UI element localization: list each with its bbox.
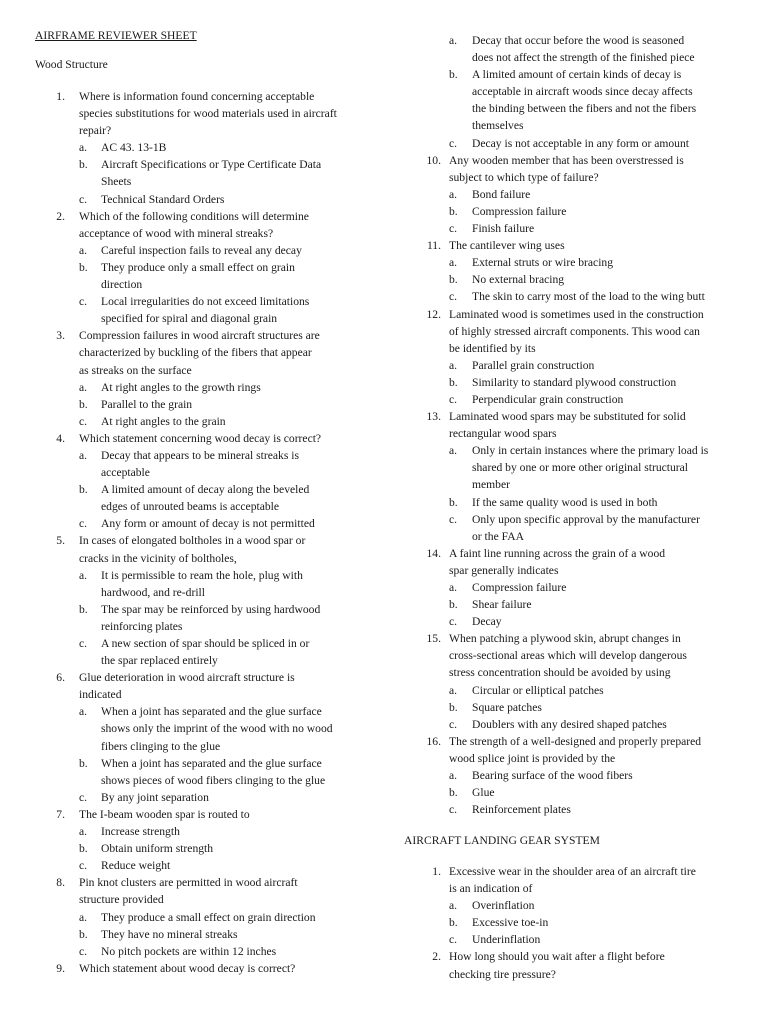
option-text: At right angles to the grain <box>101 414 226 428</box>
option-text: When a joint has separated and the glue surface <box>101 705 322 719</box>
answer-option <box>0 857 380 874</box>
answer-option <box>388 784 768 801</box>
option-letter: b. <box>449 786 458 800</box>
question-text: is an indication of <box>449 882 533 896</box>
question-text: rectangular wood spars <box>449 427 557 441</box>
option-text: Underinflation <box>472 933 541 947</box>
question-text: A faint line running across the grain of a wood <box>449 546 666 560</box>
option-text: Glue <box>472 786 495 800</box>
option-text: Doublers with any desired shaped patches <box>472 717 667 731</box>
option-letter: a. <box>79 705 88 719</box>
answer-option <box>388 357 768 374</box>
option-letter: a. <box>449 899 458 913</box>
answer-option <box>388 442 768 493</box>
option-text: Overinflation <box>472 899 535 913</box>
question-text: Which of the following conditions will determine <box>79 209 309 223</box>
option-text: edges of unrouted beams is acceptable <box>101 500 280 514</box>
question-text: Glue deterioration in wood aircraft structure is <box>79 671 295 685</box>
option-text: Compression failure <box>472 204 567 218</box>
answer-option <box>0 242 380 259</box>
option-letter: a. <box>449 187 458 201</box>
answer-option <box>388 494 768 511</box>
question-number: 8. <box>56 876 65 890</box>
option-text: They produce a small effect on grain direction <box>101 910 316 924</box>
option-letter: c. <box>449 290 458 304</box>
answer-option <box>388 579 768 596</box>
question-text: How long should you wait after a flight before <box>449 950 665 964</box>
option-letter: a. <box>79 141 88 155</box>
option-text: When a joint has separated and the glue surface <box>101 756 322 770</box>
question-number: 16. <box>426 734 441 748</box>
question-text: wood splice joint is provided by the <box>449 751 616 765</box>
option-text: acceptable in aircraft woods since decay affects <box>472 85 693 99</box>
question-text: The strength of a well-designed and properly prepared <box>449 734 702 748</box>
option-letter: a. <box>79 910 88 924</box>
question-text: Compression failures in wood aircraft structures are <box>79 329 320 343</box>
question-text: The I-beam wooden spar is routed to <box>79 807 250 821</box>
option-text: fibers clinging to the glue <box>101 739 221 753</box>
question-text: structure provided <box>79 893 164 907</box>
option-text: External struts or wire bracing <box>472 256 614 270</box>
option-text: Bond failure <box>472 187 531 201</box>
option-letter: c. <box>79 414 88 428</box>
question-text: Which statement concerning wood decay is correct? <box>79 431 322 445</box>
answer-option <box>388 391 768 408</box>
option-text: the spar replaced entirely <box>101 654 218 668</box>
answer-option <box>0 943 380 960</box>
option-letter: c. <box>449 615 458 629</box>
option-text: Decay <box>472 615 502 629</box>
answer-option <box>0 481 380 515</box>
answer-option <box>0 191 380 208</box>
answer-option <box>388 613 768 630</box>
question-text: species substitutions for wood materials used in aircraft <box>79 107 337 121</box>
left-column <box>0 88 380 977</box>
question-number: 7. <box>56 807 65 821</box>
answer-option <box>388 716 768 733</box>
question-number: 5. <box>56 534 65 548</box>
question-item <box>388 948 768 982</box>
question-text: acceptance of wood with mineral streaks? <box>79 226 274 240</box>
option-text: hardwood, and re-drill <box>101 585 205 599</box>
option-text: Decay is not acceptable in any form or amount <box>472 136 689 150</box>
option-text: At right angles to the growth rings <box>101 380 261 394</box>
question-text: Any wooden member that has been overstressed is <box>449 153 684 167</box>
question-text: Pin knot clusters are permitted in wood aircraft <box>79 876 298 890</box>
answer-option <box>388 914 768 931</box>
question-number: 10. <box>426 153 441 167</box>
answer-option <box>388 32 768 66</box>
section-heading-wood-structure: Wood Structure <box>35 58 108 71</box>
option-letter: c. <box>79 790 88 804</box>
answer-option <box>388 511 768 545</box>
option-text: specified for spiral and diagonal grain <box>101 312 278 326</box>
option-letter: c. <box>449 717 458 731</box>
question-number: 3. <box>56 329 65 343</box>
option-letter: c. <box>79 859 88 873</box>
question-number: 12. <box>426 307 441 321</box>
answer-option <box>0 156 380 190</box>
answer-option <box>388 682 768 699</box>
question-item <box>0 806 380 874</box>
option-text: acceptable <box>101 466 150 480</box>
option-letter: c. <box>79 517 88 531</box>
question-number: 2. <box>432 950 441 964</box>
option-letter: a. <box>449 34 458 47</box>
option-letter: b. <box>449 273 458 287</box>
option-text: Shear failure <box>472 598 532 612</box>
question-item <box>0 669 380 806</box>
answer-option <box>388 288 768 305</box>
question-item <box>388 152 768 237</box>
option-text: It is permissible to ream the hole, plug with <box>101 568 303 582</box>
answer-option <box>388 374 768 391</box>
question-item <box>388 237 768 305</box>
option-text: Decay that appears to be mineral streaks is <box>101 448 299 462</box>
question-item <box>0 960 380 977</box>
option-text: A new section of spar should be spliced in or <box>101 637 310 650</box>
question-text: checking tire pressure? <box>449 967 556 981</box>
option-text: Obtain uniform strength <box>101 842 214 856</box>
option-letter: b. <box>449 495 458 509</box>
option-text: If the same quality wood is used in both <box>472 495 658 509</box>
option-text: Decay that occur before the wood is seasoned <box>472 34 685 47</box>
option-letter: c. <box>449 803 458 817</box>
answer-option <box>0 139 380 156</box>
option-text: shows pieces of wood fibers clinging to the glue <box>101 773 326 787</box>
question-item <box>388 733 768 818</box>
option-letter: c. <box>79 944 88 958</box>
option-text: Circular or elliptical patches <box>472 683 604 697</box>
option-text: They produce only a small effect on grain <box>101 260 295 274</box>
option-letter: b. <box>449 700 458 714</box>
question-text: stress concentration should be avoided by using <box>449 666 671 680</box>
option-text: A limited amount of decay along the beveled <box>101 483 310 497</box>
answer-option <box>388 699 768 716</box>
answer-option <box>0 447 380 481</box>
answer-option <box>0 259 380 293</box>
option-text: themselves <box>472 119 524 133</box>
question-text: of highly stressed aircraft components. This wood can <box>449 324 700 338</box>
question-text: spar generally indicates <box>449 563 559 577</box>
question-text: repair? <box>79 124 112 138</box>
option-text: Reinforcement plates <box>472 803 571 817</box>
question-text: Laminated wood spars may be substituted for solid <box>449 410 686 424</box>
answer-option <box>0 926 380 943</box>
answer-option <box>0 293 380 327</box>
option-text: No external bracing <box>472 273 565 287</box>
answer-option <box>388 203 768 220</box>
question-item <box>388 863 768 948</box>
option-letter: c. <box>449 136 458 150</box>
option-letter: a. <box>449 581 458 594</box>
question-text: cross-sectional areas which will develop dangerous <box>449 649 687 663</box>
option-text: Square patches <box>472 700 542 714</box>
option-text: Increase strength <box>101 825 180 839</box>
answer-option <box>388 931 768 948</box>
option-text: Only in certain instances where the primary load is <box>472 444 709 458</box>
question-number: 13. <box>426 410 441 424</box>
answer-option <box>388 254 768 271</box>
option-text: Perpendicular grain construction <box>472 392 624 406</box>
option-text: Local irregularities do not exceed limitations <box>101 295 310 309</box>
option-text: reinforcing plates <box>101 619 183 633</box>
answer-option <box>0 909 380 926</box>
question-item <box>0 88 380 208</box>
option-text: Only upon specific approval by the manufacturer <box>472 512 700 526</box>
question-text: Laminated wood is sometimes used in the construction <box>449 307 704 321</box>
question-item <box>0 208 380 328</box>
option-text: or the FAA <box>472 529 524 543</box>
option-text: Careful inspection fails to reveal any decay <box>101 243 302 257</box>
answer-option <box>388 801 768 818</box>
answer-option <box>0 703 380 754</box>
option-letter: b. <box>79 260 88 274</box>
option-text: The spar may be reinforced by using hardwood <box>101 602 321 616</box>
question-text: When patching a plywood skin, abrupt changes in <box>449 632 681 646</box>
option-letter: a. <box>79 568 88 582</box>
question-text: Where is information found concerning acceptable <box>79 90 315 103</box>
question-number: 2. <box>56 209 65 223</box>
option-letter: c. <box>449 392 458 406</box>
option-letter: b. <box>79 602 88 616</box>
question-item <box>388 630 768 733</box>
option-letter: b. <box>79 483 88 497</box>
option-text: Aircraft Specifications or Type Certificate Data <box>101 158 322 172</box>
option-text: Compression failure <box>472 581 567 594</box>
option-letter: c. <box>79 192 88 206</box>
option-text: No pitch pockets are within 12 inches <box>101 944 277 958</box>
option-text: A limited amount of certain kinds of decay is <box>472 68 682 82</box>
option-letter: c. <box>79 637 88 650</box>
answer-option <box>0 635 380 669</box>
option-text: The skin to carry most of the load to the wing butt <box>472 290 705 304</box>
answer-option <box>388 186 768 203</box>
answer-option <box>0 396 380 413</box>
option-text: Reduce weight <box>101 859 171 873</box>
option-text: AC 43. 13-1B <box>101 141 167 155</box>
question-number: 11. <box>426 239 441 253</box>
option-letter: b. <box>449 204 458 218</box>
question-text: characterized by buckling of the fibers that appear <box>79 346 312 360</box>
question-text: In cases of elongated boltholes in a wood spar or <box>79 534 306 548</box>
answer-option <box>388 66 768 134</box>
section-heading-landing-gear: AIRCRAFT LANDING GEAR SYSTEM <box>404 834 600 847</box>
option-letter: a. <box>449 444 458 458</box>
question-item <box>0 327 380 430</box>
question-number: 15. <box>426 632 441 646</box>
option-text: Parallel to the grain <box>101 397 193 411</box>
answer-option <box>388 767 768 784</box>
option-text: shared by one or more other original structural <box>472 461 689 475</box>
question-number: 1. <box>56 90 65 103</box>
option-text: Technical Standard Orders <box>101 192 225 206</box>
option-letter: a. <box>449 683 458 697</box>
question-number: 9. <box>56 961 65 975</box>
answer-option <box>0 515 380 532</box>
answer-option <box>388 220 768 237</box>
answer-option <box>0 823 380 840</box>
option-letter: c. <box>449 512 458 526</box>
option-text: By any joint separation <box>101 790 209 804</box>
answer-option <box>388 135 768 152</box>
question-text: as streaks on the surface <box>79 363 192 377</box>
question-number: 6. <box>56 671 65 685</box>
option-letter: c. <box>79 295 88 309</box>
option-text: Sheets <box>101 175 132 189</box>
option-letter: b. <box>449 375 458 389</box>
question-number: 14. <box>426 546 441 560</box>
option-letter: a. <box>79 448 88 462</box>
option-text: Similarity to standard plywood construction <box>472 375 677 389</box>
option-letter: a. <box>79 825 88 839</box>
question-text: The cantilever wing uses <box>449 239 565 253</box>
option-letter: a. <box>79 380 88 394</box>
answer-option <box>0 567 380 601</box>
option-text: Finish failure <box>472 222 535 236</box>
document-title: AIRFRAME REVIEWER SHEET <box>35 29 197 42</box>
question-number: 1. <box>432 865 441 878</box>
option-letter: a. <box>79 243 88 257</box>
answer-option <box>0 840 380 857</box>
option-letter: a. <box>449 256 458 270</box>
answer-option <box>388 596 768 613</box>
question-text: subject to which type of failure? <box>449 170 599 184</box>
question-item <box>0 874 380 959</box>
question-item <box>388 545 768 630</box>
option-letter: b. <box>79 842 88 856</box>
option-letter: b. <box>79 397 88 411</box>
option-letter: b. <box>79 756 88 770</box>
answer-option <box>0 379 380 396</box>
question-item <box>388 306 768 409</box>
question-text: cracks in the vicinity of boltholes, <box>79 551 237 565</box>
right-column <box>388 32 768 818</box>
option-letter: b. <box>449 598 458 612</box>
option-letter: b. <box>79 158 88 172</box>
option-text: Excessive toe-in <box>472 916 549 930</box>
option-text: Parallel grain construction <box>472 358 595 372</box>
answer-option <box>388 897 768 914</box>
question-item <box>0 430 380 533</box>
option-letter: b. <box>449 916 458 930</box>
question-text: Excessive wear in the shoulder area of an aircraft tire <box>449 865 696 878</box>
option-text: direction <box>101 278 143 292</box>
answer-option <box>0 789 380 806</box>
option-text: the binding between the fibers and not the fibers <box>472 102 697 116</box>
answer-option <box>388 271 768 288</box>
question-text: Which statement about wood decay is correct? <box>79 961 296 975</box>
option-letter: c. <box>449 933 458 947</box>
option-text: They have no mineral streaks <box>101 927 238 941</box>
question-number: 4. <box>56 431 65 445</box>
option-letter: a. <box>449 358 458 372</box>
answer-option <box>0 601 380 635</box>
option-letter: c. <box>449 222 458 236</box>
option-text: Bearing surface of the wood fibers <box>472 769 633 783</box>
option-text: does not affect the strength of the finished piece <box>472 51 695 65</box>
option-text: member <box>472 478 510 492</box>
question-item <box>388 408 768 545</box>
answer-option <box>0 413 380 430</box>
option-text: Any form or amount of decay is not permitted <box>101 517 315 531</box>
question-text: be identified by its <box>449 341 536 355</box>
question-item <box>0 532 380 669</box>
option-text: shows only the imprint of the wood with no wood <box>101 722 333 736</box>
option-letter: b. <box>449 68 458 82</box>
landing-gear-questions <box>388 863 768 983</box>
question-text: indicated <box>79 688 122 702</box>
question-item <box>388 32 768 152</box>
answer-option <box>0 755 380 789</box>
option-letter: a. <box>449 769 458 783</box>
option-letter: b. <box>79 927 88 941</box>
